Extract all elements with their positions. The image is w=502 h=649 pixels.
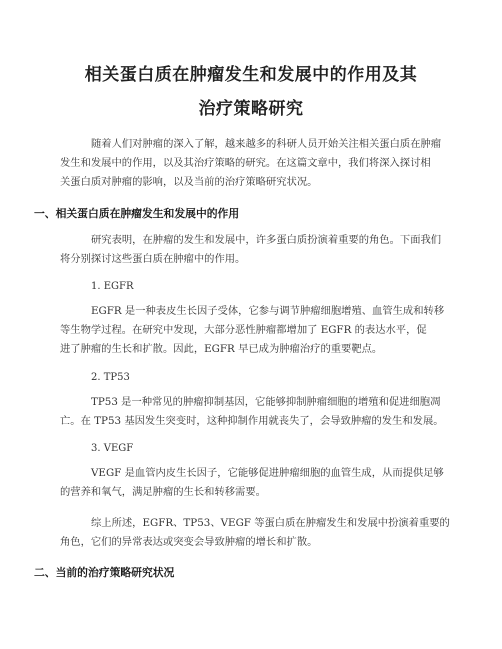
summary-line-1: 综上所述，EGFR、TP53、VEGF 等蛋白质在肿瘤发生和发展中扮演着重要的 — [91, 517, 450, 529]
tp53-line-1: TP53 是一种常见的肿瘤抑制基因，它能够抑制肿瘤细胞的增殖和促进细胞凋 — [91, 396, 441, 408]
tp53-subheading: 2. TP53 — [91, 372, 130, 383]
egfr-line-2: 等生物学过程。在研究中发现，大部分恶性肿瘤都增加了 EGFR 的表达水平，促 — [60, 324, 427, 336]
tp53-line-2: 亡。在 TP53 基因发生突变时，这种抑制作用就丧失了，会导致肿瘤的发生和发展。 — [60, 415, 444, 427]
vegf-line-1: VEGF 是血管内皮生长因子，它能够促进肿瘤细胞的血管生成，从而提供足够 — [91, 467, 444, 479]
intro-line-2: 发生和发展中的作用，以及其治疗策略的研究。在这篇文章中，我们将深入探讨相 — [60, 157, 431, 169]
section-2-heading: 二、当前的治疗策略研究状况 — [34, 566, 175, 579]
vegf-subheading: 3. VEGF — [91, 443, 134, 454]
egfr-line-1: EGFR 是一种表皮生长因子受体，它参与调节肿瘤细胞增殖、血管生成和转移 — [91, 305, 445, 317]
section-1-intro-line-1: 研究表明，在肿瘤的发生和发展中，许多蛋白质扮演着重要的角色。下面我们 — [91, 234, 442, 246]
summary-line-2: 角色，它们的异常表达或突变会导致肿瘤的增长和扩散。 — [60, 536, 318, 548]
document-title-line-1: 相关蛋白质在肿瘤发生和发展中的作用及其 — [84, 65, 418, 85]
section-1-heading: 一、相关蛋白质在肿瘤发生和发展中的作用 — [34, 207, 240, 220]
document-title-line-2: 治疗策略研究 — [198, 99, 304, 119]
vegf-line-2: 的营养和氧气，满足肿瘤的生长和转移需要。 — [60, 486, 266, 498]
egfr-subheading: 1. EGFR — [91, 281, 134, 292]
intro-line-1: 随着人们对肿瘤的深入了解，越来越多的科研人员开始关注相关蛋白质在肿瘤 — [91, 138, 442, 150]
egfr-line-3: 进了肿瘤的生长和扩散。因此，EGFR 早已成为肿瘤治疗的重要靶点。 — [60, 343, 383, 355]
section-1-intro-line-2: 将分别探讨这些蛋白质在肿瘤中的作用。 — [60, 253, 246, 265]
intro-line-3: 关蛋白质对肿瘤的影响，以及当前的治疗策略研究状况。 — [60, 176, 318, 188]
